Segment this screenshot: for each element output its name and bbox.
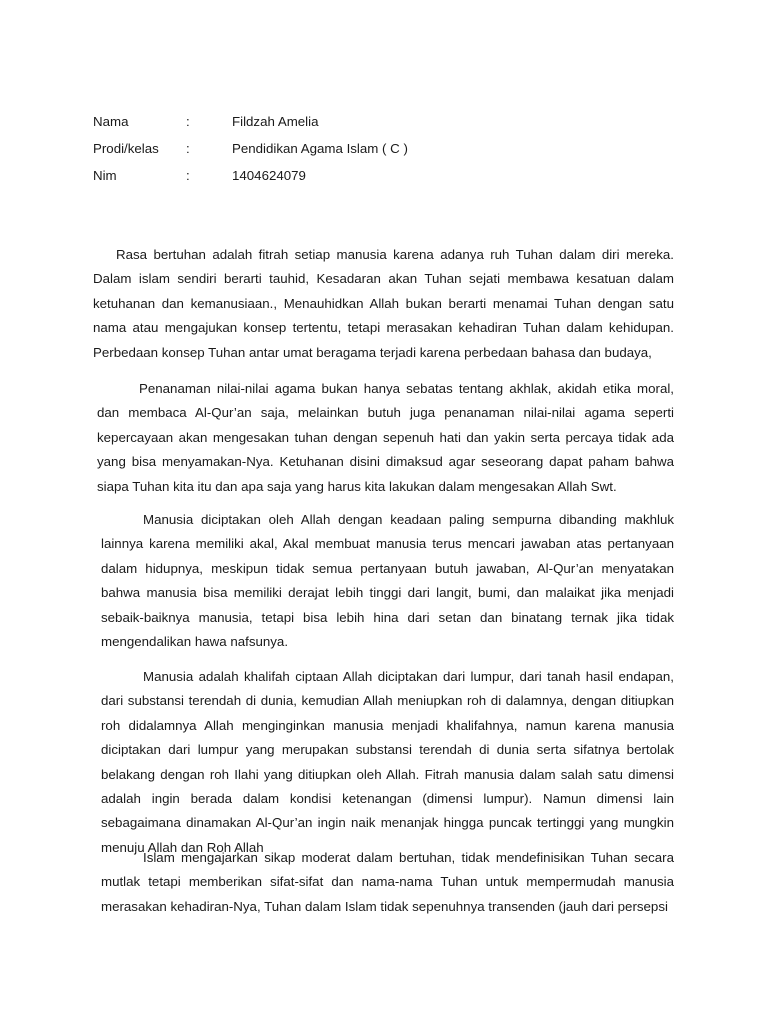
name-value: Fildzah Amelia — [232, 114, 319, 129]
paragraph-4-text: Manusia adalah khalifah ciptaan Allah diciptakan dari lumpur, dari tanah hasil endapan, dari substansi terendah di dunia, kemudian Allah meniupkan roh di dalamnya, dengan ditiupkan roh didalamnya Allah menginginkan manusia menjadi khalifahnya, namun karena manusia diciptakan dari lumpur yang merupakan substansi terendah di dunia serta sifatnya bertolak belakang dengan roh Ilahi yang ditiupkan oleh Allah. Fitrah manusia dalam salah satu dimensi adalah ingin berada dalam kondisi ketenangan (dimensi lumpur). Namun dimensi lain sebagaimana dinamakan Al-Qur’an ingin naik menanjak hingga puncak tertinggi yang mungkin menuju Allah dan Roh Allah — [101, 669, 674, 855]
paragraph-3-text: Manusia diciptakan oleh Allah dengan keadaan paling sempurna dibanding makhluk lainnya karena memiliki akal, Akal membuat manusia terus mencari jawaban atas pertanyaan dalam hidupnya, meskipun tidak semua pertanyaan butuh jawaban, Al-Qur’an menyatakan bahwa manusia bisa memiliki derajat lebih tinggi dari langit, bumi, dan malaikat jika menjadi sebaik-baiknya manusia, tetapi bisa lebih hina dari setan dan binatang ternak jika tidak mengendalikan hawa nafsunya. — [101, 512, 674, 650]
nim-row — [93, 167, 408, 194]
nim-separator: : — [186, 168, 190, 183]
paragraph-2-text: Penanaman nilai-nilai agama bukan hanya sebatas tentang akhlak, akidah etika moral, dan membaca Al-Qur’an saja, melainkan butuh juga penanaman nilai-nilai agama seperti kepercayaan akan mengesakan tuhan dengan sepenuh hati dan yakin serta percaya tidak ada yang bisa menyamakan-Nya. Ketuhanan disini dimaksud agar seseorang dapat paham bahwa siapa Tuhan kita itu dan apa saja yang harus kita lakukan dalam mengesakan Allah Swt. — [97, 381, 674, 494]
paragraph-2 — [97, 377, 674, 499]
name-label: Nama — [93, 114, 129, 129]
name-row — [93, 113, 408, 140]
prodi-value: Pendidikan Agama Islam ( C ) — [232, 141, 408, 156]
nim-label: Nim — [93, 168, 117, 183]
prodi-row — [93, 140, 408, 167]
prodi-separator: : — [186, 141, 190, 156]
identity-block — [93, 113, 408, 194]
paragraph-1 — [93, 243, 674, 365]
paragraph-5-text: Islam mengajarkan sikap moderat dalam bertuhan, tidak mendefinisikan Tuhan secara mutlak tetapi memberikan sifat-sifat dan nama-nama Tuhan untuk mempermudah manusia merasakan kehadiran-Nya, Tuhan dalam Islam tidak sepenuhnya transenden (jauh dari persepsi — [101, 850, 674, 914]
paragraph-5 — [101, 846, 674, 919]
name-separator: : — [186, 114, 190, 129]
paragraph-1-text: Rasa bertuhan adalah fitrah setiap manusia karena adanya ruh Tuhan dalam diri mereka. Dalam islam sendiri berarti tauhid, Kesadaran akan Tuhan sejati membawa kesatuan dalam ketuhanan dan kemanusiaan., Menauhidkan Allah bukan berarti menamai Tuhan dengan satu nama atau mengajukan konsep tertentu, tetapi merasakan kehadiran Tuhan dalam kehidupan. Perbedaan konsep Tuhan antar umat beragama terjadi karena perbedaan bahasa dan budaya, — [93, 247, 674, 360]
paragraph-4 — [101, 665, 674, 860]
prodi-label: Prodi/kelas — [93, 141, 159, 156]
nim-value: 1404624079 — [232, 168, 306, 183]
paragraph-3 — [101, 508, 674, 654]
